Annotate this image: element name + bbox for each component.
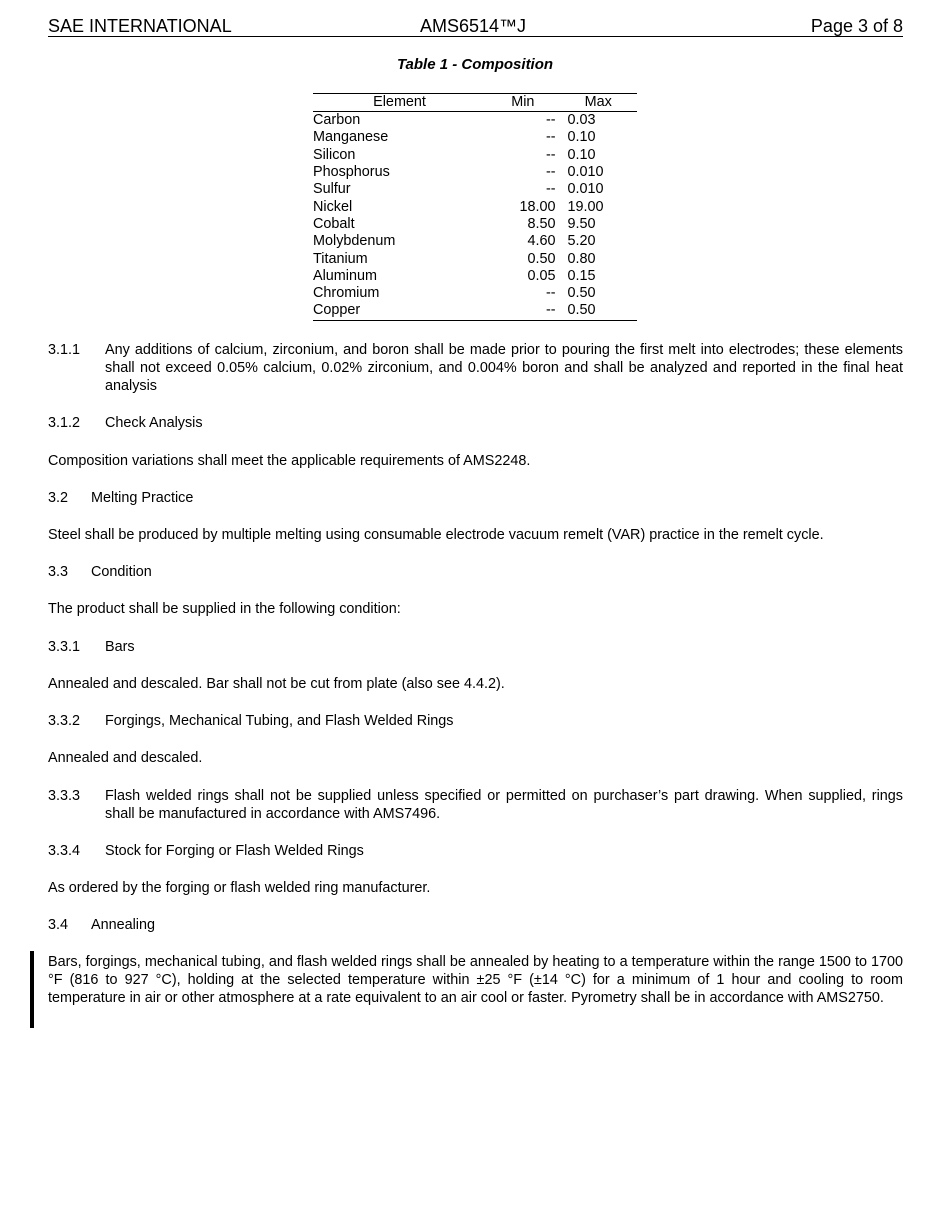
cell-max: 9.50 — [567, 215, 596, 232]
table-row — [313, 198, 637, 215]
cell-element: Manganese — [313, 129, 389, 146]
cell-min: -- — [545, 181, 556, 198]
cell-min: 0.50 — [527, 250, 556, 267]
paragraph-3-3-1: Annealed and descaled. Bar shall not be cut from plate (also see 4.4.2). — [48, 676, 505, 692]
table-row — [313, 302, 637, 320]
table-row — [313, 250, 637, 267]
section-number: 3.3 — [48, 564, 69, 580]
cell-element: Sulfur — [313, 181, 351, 198]
table-row — [313, 129, 637, 146]
cell-max: 0.50 — [560, 302, 637, 320]
cell-max: 5.20 — [567, 233, 596, 250]
page-header — [48, 16, 903, 37]
composition-table — [313, 93, 637, 321]
section-number: 3.3.3 — [48, 788, 81, 804]
header-org: SAE INTERNATIONAL — [48, 16, 232, 36]
heading-3-3-2 — [48, 712, 903, 730]
heading-3-3-1 — [48, 638, 903, 656]
section-body: Any additions of calcium, zirconium, and boron shall be made prior to pouring the first melt into electrodes; these elements shall not exceed 0.05% calcium, 0.02% zirconium, and 0.004% boron and shall be analyzed and reported in the final heat analysis — [105, 342, 903, 394]
section-title: Forgings, Mechanical Tubing, and Flash Welded Rings — [105, 713, 454, 729]
section-3-3-3 — [48, 787, 903, 823]
cell-element: Molybdenum — [313, 233, 396, 250]
cell-max: 0.03 — [567, 112, 596, 129]
table-row — [313, 164, 637, 181]
section-body: Flash welded rings shall not be supplied unless specified or permitted on purchaser’s part drawing. When supplied, rings shall be manufactured in accordance with AMS7496. — [105, 788, 903, 822]
paragraph-3-1-2: Composition variations shall meet the applicable requirements of AMS2248. — [48, 453, 531, 469]
table-row — [313, 285, 637, 302]
paragraph-3-3-4: As ordered by the forging or flash welded ring manufacturer. — [48, 880, 431, 896]
section-title: Stock for Forging or Flash Welded Rings — [105, 843, 364, 859]
cell-element: Chromium — [313, 285, 380, 302]
cell-max: 0.80 — [567, 250, 596, 267]
cell-min: -- — [545, 285, 556, 302]
column-header-element: Element — [313, 94, 486, 112]
paragraph-3-4: Bars, forgings, mechanical tubing, and flash welded rings shall be annealed by heating to a temperature within the range 1500 to 1700 °F (816 to 927 °C), holding at the selected temperature within ±25 °F (±14 °C) for a minimum of 1 hour and cooling to room temperature in air or other atmosphere at a rate equivalent to an air cool or faster. Pyrometry shall be in accordance with AMS2750. — [48, 954, 903, 1006]
column-header-min: Min — [486, 94, 559, 112]
section-number: 3.2 — [48, 490, 69, 506]
cell-min: -- — [545, 112, 556, 129]
cell-max: 0.50 — [567, 285, 596, 302]
cell-element: Phosphorus — [313, 164, 390, 181]
table-row — [313, 268, 637, 285]
section-title: Melting Practice — [91, 490, 194, 506]
table-row — [313, 233, 637, 250]
cell-element: Copper — [313, 302, 486, 320]
cell-min: -- — [545, 164, 556, 181]
table-row — [313, 112, 637, 130]
section-title: Bars — [105, 639, 135, 655]
cell-element: Aluminum — [313, 267, 377, 284]
cell-min: 0.05 — [527, 267, 556, 284]
cell-max: 0.15 — [567, 267, 596, 284]
section-number: 3.3.1 — [48, 639, 81, 655]
cell-element: Titanium — [313, 250, 368, 267]
table-header-row — [313, 94, 637, 112]
table-row — [313, 216, 637, 233]
heading-3-4 — [48, 916, 903, 934]
heading-3-2 — [48, 489, 903, 507]
section-number: 3.4 — [48, 917, 69, 933]
cell-max: 19.00 — [567, 198, 604, 215]
paragraph-3-2: Steel shall be produced by multiple melting using consumable electrode vacuum remelt (VAR) practice in the remelt cycle. — [48, 527, 824, 543]
cell-min: -- — [545, 146, 556, 163]
paragraph-3-3-2: Annealed and descaled. — [48, 750, 203, 766]
cell-max: 0.010 — [567, 181, 604, 198]
cell-min: 8.50 — [527, 215, 556, 232]
section-title: Check Analysis — [105, 415, 203, 431]
section-title: Annealing — [91, 917, 156, 933]
paragraph-3-3: The product shall be supplied in the following condition: — [48, 601, 401, 617]
cell-min: 4.60 — [527, 233, 556, 250]
cell-min: -- — [486, 302, 559, 320]
table-row — [313, 181, 637, 198]
cell-element: Nickel — [313, 198, 353, 215]
heading-3-3-4 — [48, 842, 903, 860]
section-number: 3.1.2 — [48, 415, 81, 431]
heading-3-1-2 — [48, 414, 903, 432]
cell-min: 18.00 — [519, 198, 556, 215]
header-page-number: Page 3 of 8 — [810, 16, 903, 36]
cell-max: 0.010 — [567, 164, 604, 181]
cell-max: 0.10 — [567, 129, 596, 146]
section-3-1-1 — [48, 341, 903, 395]
table-title: Table 1 - Composition — [396, 56, 554, 73]
cell-element: Carbon — [313, 112, 361, 129]
cell-element: Cobalt — [313, 215, 355, 232]
section-number: 3.1.1 — [48, 342, 81, 358]
table-row — [313, 147, 637, 164]
heading-3-3 — [48, 563, 903, 581]
revision-change-bar — [30, 951, 34, 1028]
cell-element: Silicon — [313, 146, 356, 163]
section-title: Condition — [91, 564, 152, 580]
header-doc-id: AMS6514™J — [420, 16, 527, 36]
cell-max: 0.10 — [567, 146, 596, 163]
section-number: 3.3.2 — [48, 713, 81, 729]
cell-min: -- — [545, 129, 556, 146]
section-number: 3.3.4 — [48, 843, 81, 859]
column-header-max: Max — [560, 94, 637, 112]
